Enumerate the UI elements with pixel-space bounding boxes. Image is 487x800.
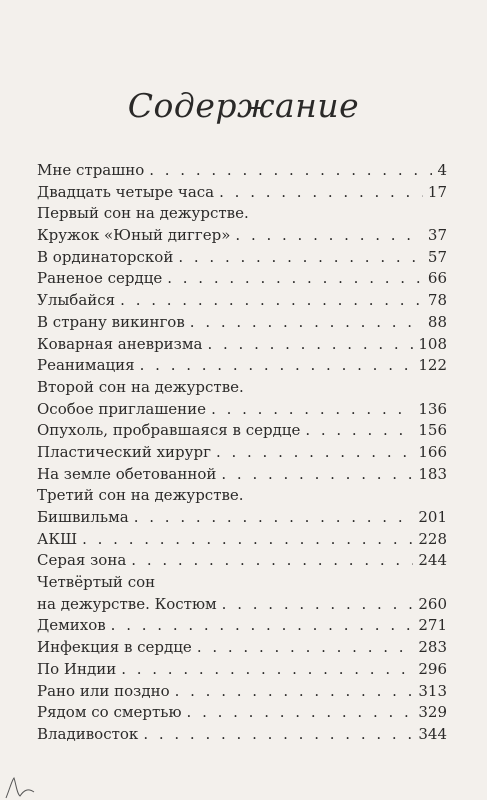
toc-entry [37, 529, 447, 551]
toc-entry [37, 399, 447, 421]
toc-entry [37, 572, 447, 594]
pencil-mark-icon [4, 770, 44, 800]
toc-entry-page-number: 37 [427, 226, 447, 245]
toc-entry-page-number: 88 [427, 312, 447, 331]
dot-leader [134, 507, 414, 529]
toc-entry [37, 290, 447, 312]
dot-leader [178, 247, 423, 269]
toc-entry-title: на дежурстве. Костюм [37, 594, 217, 613]
toc-entry [37, 724, 447, 746]
toc-entry-page-number: 156 [418, 421, 447, 440]
toc-entry-page-number: 296 [418, 659, 447, 678]
toc-entry-title: Двадцать четыре часа [37, 182, 215, 201]
toc-entry-title: Реанимация [37, 356, 135, 375]
toc-entry-title: Рано или поздно [37, 681, 170, 700]
toc-entry [37, 681, 447, 703]
toc-entry-title: В ординаторской [37, 247, 174, 266]
toc-entry-title: Кружок «Юный диггер» [37, 226, 231, 245]
toc-entry-title: Бишвильма [37, 508, 129, 526]
dot-leader [207, 334, 413, 356]
dot-leader [221, 464, 413, 486]
toc-entry [37, 203, 447, 225]
toc-entry-title: Третий сон на дежурстве. [37, 486, 244, 505]
toc-entry-page-number: 201 [418, 508, 447, 526]
toc-entry-page-number: 122 [418, 356, 447, 375]
toc-entry-title: Улыбайся [37, 291, 116, 310]
toc-entry-page-number: 344 [418, 724, 447, 743]
dot-leader [140, 355, 414, 377]
toc-entry-title: Владивосток [37, 724, 139, 743]
toc-entry-title: Рядом со смертью [37, 703, 182, 722]
toc-entry [37, 464, 447, 486]
dot-leader [121, 659, 413, 681]
toc-entry-title: По Индии [37, 659, 117, 678]
toc-entry-page-number: 271 [418, 616, 447, 635]
dot-leader [305, 420, 413, 442]
toc-entry [37, 420, 447, 442]
toc-entry-title: Раненое сердце [37, 269, 163, 288]
toc-entry [37, 182, 447, 204]
toc-entry-title: Мне страшно [37, 161, 145, 179]
toc-entry [37, 637, 447, 659]
toc-entry-page-number: 57 [427, 247, 447, 266]
toc-entry [37, 507, 447, 529]
toc-entry [37, 442, 447, 464]
dot-leader [216, 442, 413, 464]
toc-entry [37, 334, 447, 356]
dot-leader [131, 550, 413, 572]
dot-leader [143, 724, 413, 746]
toc-entry-title: Второй сон на дежурстве. [37, 377, 244, 396]
toc-entry-title: Четвёртый сон [37, 573, 156, 592]
toc-entry [37, 377, 447, 399]
toc-entry [37, 485, 447, 507]
toc-entry-title: В страну викингов [37, 312, 185, 331]
table-of-contents [37, 160, 447, 746]
dot-leader [167, 268, 423, 290]
toc-entry [37, 268, 447, 290]
toc-entry-title: Особое приглашение [37, 399, 207, 418]
dot-leader [197, 637, 414, 659]
toc-entry-title: Первый сон на дежурстве. [37, 204, 249, 223]
toc-entry-title: Серая зона [37, 551, 127, 570]
dot-leader [187, 702, 414, 724]
toc-entry-title: АКШ [37, 529, 78, 548]
toc-entry-page-number: 244 [418, 551, 447, 570]
dot-leader [211, 399, 413, 421]
toc-entry-title: На земле обетованной [37, 464, 217, 483]
toc-entry-page-number: 283 [418, 638, 447, 657]
toc-entry-page-number: 260 [418, 594, 447, 613]
dot-leader [111, 615, 414, 637]
toc-entry-page-number: 66 [427, 269, 447, 288]
toc-entry [37, 615, 447, 637]
toc-entry-title: Коварная аневризма [37, 334, 203, 353]
toc-entry [37, 702, 447, 724]
toc-entry-page-number: 4 [437, 161, 447, 179]
toc-entry [37, 247, 447, 269]
page-title: Содержание [127, 86, 360, 125]
toc-entry-page-number: 136 [418, 399, 447, 418]
toc-entry-title: Демихов [37, 616, 106, 635]
toc-entry [37, 312, 447, 334]
toc-entry [37, 594, 447, 616]
dot-leader [149, 160, 432, 182]
toc-entry-title: Инфекция в сердце [37, 638, 192, 657]
toc-entry-page-number: 108 [418, 334, 447, 353]
toc-entry [37, 160, 447, 182]
dot-leader [190, 312, 423, 334]
toc-entry [37, 355, 447, 377]
toc-entry-page-number: 166 [418, 442, 447, 461]
toc-entry-page-number: 183 [418, 464, 447, 483]
toc-entry-page-number: 228 [418, 529, 447, 548]
dot-leader [235, 225, 423, 247]
dot-leader [120, 290, 423, 312]
toc-entry [37, 550, 447, 572]
toc-entry-page-number: 17 [427, 182, 447, 201]
toc-entry [37, 659, 447, 681]
toc-entry-page-number: 329 [418, 703, 447, 722]
toc-entry-page-number: 78 [427, 291, 447, 310]
toc-entry-title: Пластический хирург [37, 442, 211, 461]
dot-leader [175, 681, 414, 703]
dot-leader [82, 529, 413, 551]
toc-entry [37, 225, 447, 247]
dot-leader [219, 182, 423, 204]
dot-leader [222, 594, 414, 616]
toc-entry-title: Опухоль, пробравшаяся в сердце [37, 421, 301, 440]
toc-entry-page-number: 313 [418, 681, 447, 700]
